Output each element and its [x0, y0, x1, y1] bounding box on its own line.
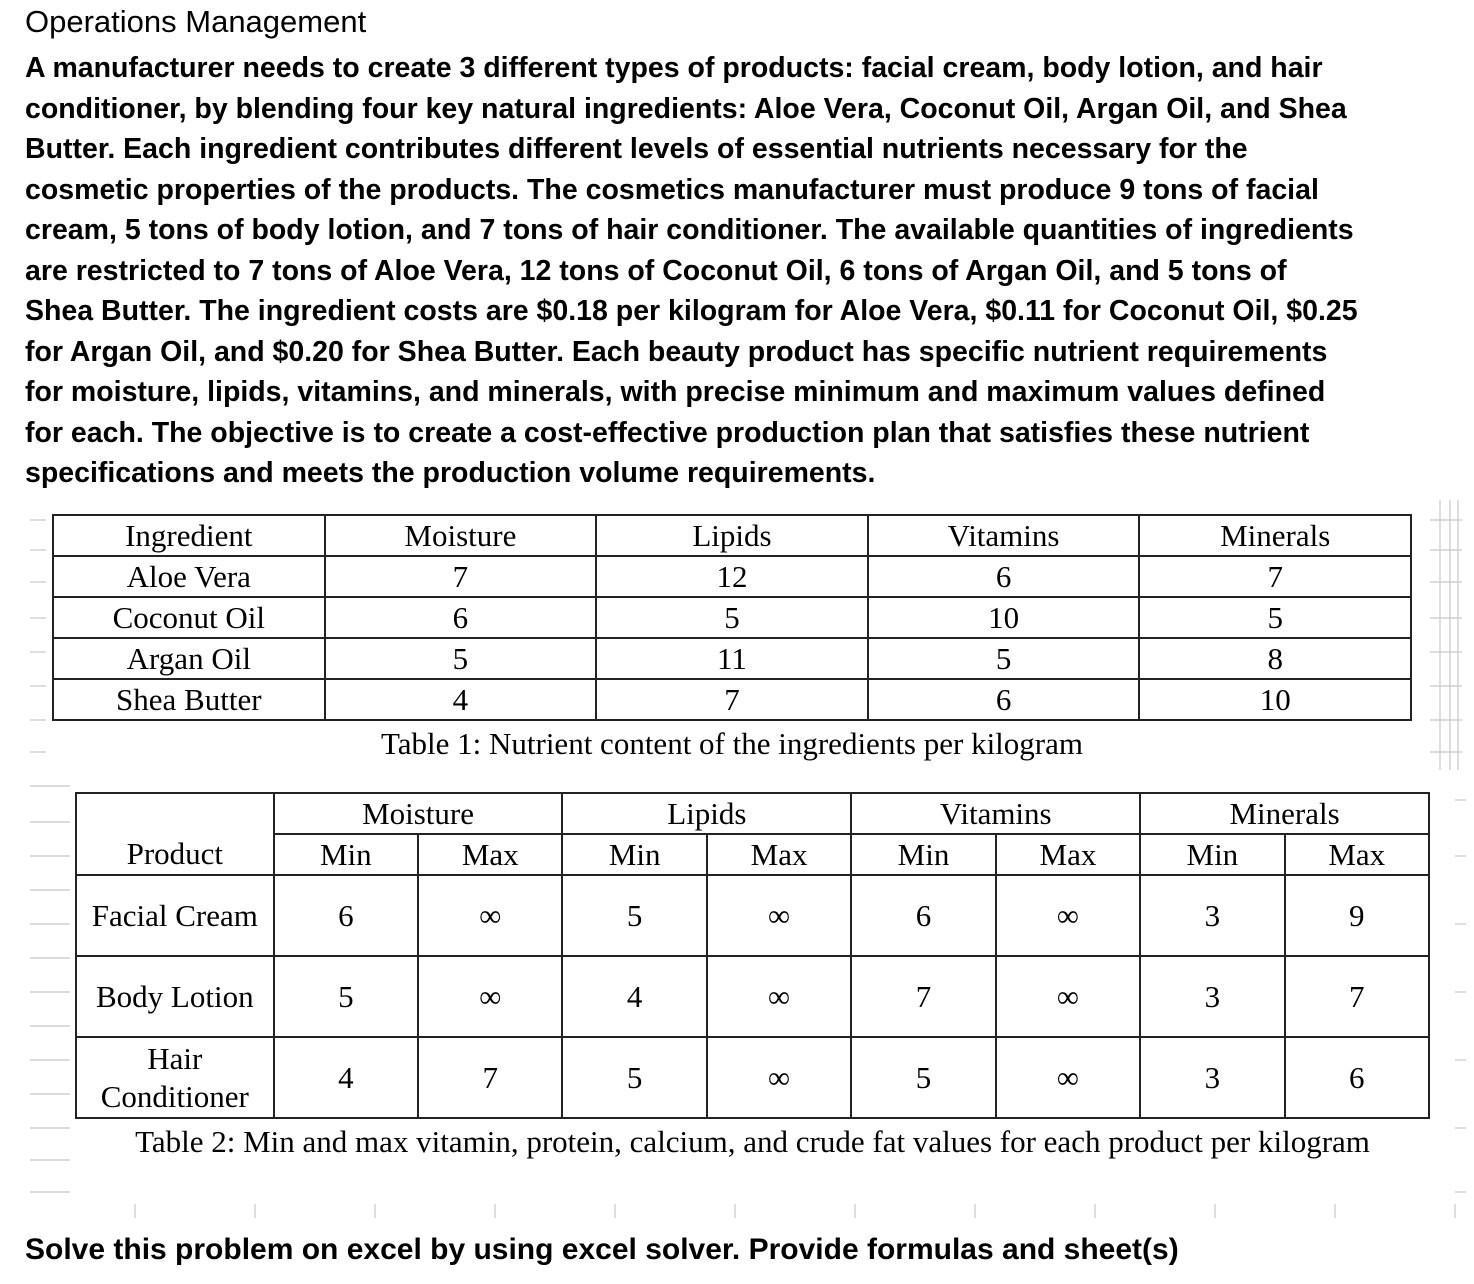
- table-cell: 5: [325, 638, 597, 679]
- table-row: [53, 679, 1411, 720]
- table-cell: 7: [325, 556, 597, 597]
- table-cell: 5: [596, 597, 868, 638]
- min-header: Min: [274, 834, 418, 875]
- header-cell: Moisture: [325, 515, 597, 556]
- product-requirements-table: [75, 792, 1430, 1119]
- table-cell: 6: [325, 597, 597, 638]
- table-cell: ∞: [707, 875, 851, 956]
- group-header-minerals: Minerals: [1140, 793, 1429, 834]
- table-row: [53, 597, 1411, 638]
- ingredient-name: Aloe Vera: [53, 556, 325, 597]
- table-cell: ∞: [996, 956, 1140, 1037]
- header-cell: Lipids: [596, 515, 868, 556]
- product-name: Body Lotion: [76, 956, 274, 1037]
- table-cell: 4: [325, 679, 597, 720]
- table-cell: 6: [274, 875, 418, 956]
- product-name: Hair Conditioner: [76, 1037, 274, 1118]
- table-cell: ∞: [707, 1037, 851, 1118]
- product-header: Product: [76, 834, 274, 875]
- table-cell: 10: [1139, 679, 1411, 720]
- table-cell: 5: [274, 956, 418, 1037]
- table-cell: 8: [1139, 638, 1411, 679]
- table2-caption: Table 2: Min and max vitamin, protein, calcium, and crude fat values for each product per kilogram: [135, 1124, 1370, 1159]
- table-cell: 4: [562, 956, 706, 1037]
- table-cell: 6: [868, 556, 1140, 597]
- max-header: Max: [707, 834, 851, 875]
- table-cell: 6: [1285, 1037, 1429, 1118]
- blank-header-cell: [76, 793, 274, 834]
- table-cell: 5: [562, 1037, 706, 1118]
- table-cell: 3: [1140, 1037, 1284, 1118]
- group-header-lipids: Lipids: [562, 793, 851, 834]
- group-header-moisture: Moisture: [274, 793, 563, 834]
- table-subheader-row: [76, 834, 1429, 875]
- table-cell: 5: [562, 875, 706, 956]
- table-cell: 12: [596, 556, 868, 597]
- header-cell: Minerals: [1139, 515, 1411, 556]
- table-cell: ∞: [996, 1037, 1140, 1118]
- problem-statement: A manufacturer needs to create 3 different types of products: facial cream, body lotion, and hair conditioner, by blending four key natural ingredients: Aloe Vera, Coconut Oil, Argan Oil, and Shea Butter. Each ingredient contributes different levels of essential nutrients necessary for the cosmetic properties of the products. The cosmetics manufacturer must produce 9 tons of facial cream, 5 tons of body lotion, and 7 tons of hair conditioner. The available quantities of ingredients are restricted to 7 tons of Aloe Vera, 12 tons of Coconut Oil, 6 tons of Argan Oil, and 5 tons of Shea Butter. The ingredient costs are $0.18 per kilogram for Aloe Vera, $0.11 for Coconut Oil, $0.25 for Argan Oil, and $0.20 for Shea Butter. Each beauty product has specific nutrient requirements for moisture, lipids, vitamins, and minerals, with precise minimum and maximum values defined for each. The objective is to create a cost-effective production plan that satisfies these nutrient specifications and meets the production volume requirements.: [25, 52, 1358, 489]
- table-cell: 3: [1140, 956, 1284, 1037]
- table-cell: 7: [1139, 556, 1411, 597]
- table-cell: ∞: [707, 956, 851, 1037]
- table-row: [76, 956, 1429, 1037]
- table-cell: 11: [596, 638, 868, 679]
- table-cell: 7: [596, 679, 868, 720]
- course-title: Operations Management: [25, 4, 367, 39]
- table-cell: ∞: [418, 875, 562, 956]
- table-row: [53, 556, 1411, 597]
- table-row: [76, 1037, 1429, 1118]
- task-instruction: Solve this problem on excel by using excel solver. Provide formulas and sheet(s): [25, 1233, 1179, 1266]
- product-name: Facial Cream: [76, 875, 274, 956]
- min-header: Min: [851, 834, 995, 875]
- table1-caption: Table 1: Nutrient content of the ingredients per kilogram: [380, 726, 1083, 761]
- table-cell: ∞: [418, 956, 562, 1037]
- table-cell: 7: [418, 1037, 562, 1118]
- table-cell: 6: [851, 875, 995, 956]
- table-cell: 6: [868, 679, 1140, 720]
- table-row: [53, 638, 1411, 679]
- max-header: Max: [996, 834, 1140, 875]
- ingredient-name: Coconut Oil: [53, 597, 325, 638]
- table-cell: 7: [1285, 956, 1429, 1037]
- max-header: Max: [1285, 834, 1429, 875]
- ingredient-name: Shea Butter: [53, 679, 325, 720]
- ingredient-nutrient-table: [52, 514, 1412, 721]
- table-group-header-row: [76, 793, 1429, 834]
- table-cell: ∞: [996, 875, 1140, 956]
- table-cell: 10: [868, 597, 1140, 638]
- table-cell: 4: [274, 1037, 418, 1118]
- max-header: Max: [418, 834, 562, 875]
- min-header: Min: [562, 834, 706, 875]
- header-cell: Vitamins: [868, 515, 1140, 556]
- table-header-row: [53, 515, 1411, 556]
- min-header: Min: [1140, 834, 1284, 875]
- table-row: [76, 875, 1429, 956]
- group-header-vitamins: Vitamins: [851, 793, 1140, 834]
- table-cell: 7: [851, 956, 995, 1037]
- table-cell: 9: [1285, 875, 1429, 956]
- ingredient-name: Argan Oil: [53, 638, 325, 679]
- header-cell: Ingredient: [53, 515, 325, 556]
- table-cell: 3: [1140, 875, 1284, 956]
- table-cell: 5: [868, 638, 1140, 679]
- table-cell: 5: [1139, 597, 1411, 638]
- table-cell: 5: [851, 1037, 995, 1118]
